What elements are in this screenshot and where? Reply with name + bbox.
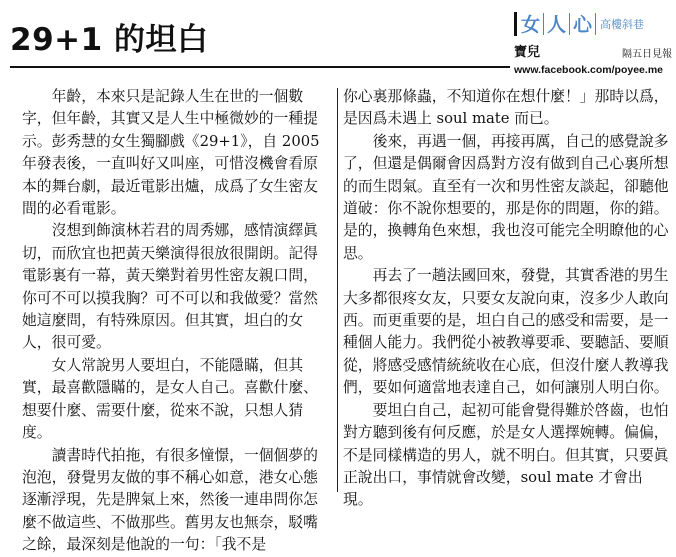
column-name-separator — [543, 13, 544, 35]
title-divider — [10, 66, 510, 68]
article-column-left — [22, 86, 332, 557]
column-name-char: 女 — [521, 14, 541, 36]
column-name-char: 人 — [547, 14, 567, 36]
article-paragraph: 女人常說男人要坦白，不能隱瞞，但其實，最喜歡隱瞞的，是女人自己。喜歡什麼、想要什麼、需要什麼，從來不說，只想人猜度。 — [22, 356, 318, 442]
publication-frequency: 隔五日見報 — [622, 49, 672, 60]
article-paragraph: 要坦白自己，起初可能會覺得難於啓齒，也怕對方聽到後有何反應，於是女人選擇婉轉。偏偏，不是同樣構造的男人，就不明白。但其實，只要眞正說出口，事情就會改變，soul mate 才會出現。 — [343, 401, 669, 509]
article-paragraph: 後來，再遇一個，再接再厲，自己的感覺說多了，但還是偶爾會因爲對方沒有做到自己心裏所想的而生悶氣。直至有一次和男性密友談起，卻聽他道破：你不說你想要的，那是你的問題，你的錯。是的，換轉角色來想，我也沒可能完全明瞭他的心思。 — [343, 132, 669, 262]
column-name — [514, 10, 672, 37]
author-name: 寶兒 — [514, 45, 541, 60]
column-name-separator — [595, 13, 596, 35]
article-paragraph: 沒想到飾演林若君的周秀娜，感情演繹眞切，而欣宜也把黃天樂演得很放很開朗。記得電影裏有一幕，黃天樂對着男性密友親口問，你可不可以摸我胸？可不可以和我做愛？當然她這麼問，有特殊原因。但其實，坦白的女人，很可愛。 — [22, 222, 318, 352]
facebook-link[interactable]: www.facebook.com/poyee.me — [514, 64, 663, 76]
article-column-right — [343, 86, 670, 512]
article-paragraph: 你心裏那條蟲，不知道你在想什麼！」那時以爲，是因爲未遇上 soul mate 而已。 — [343, 88, 669, 128]
column-masthead — [514, 10, 672, 76]
article-title: 29+1 的坦白 — [10, 22, 209, 58]
article-paragraph: 年齡，本來只是記錄人生在世的一個數字，但年齡，其實又是人生中極微妙的一種提示。彭秀慧的女生獨腳戲《29+1》，自 2005 年發表後，一直叫好又叫座，可惜沒機會看原本的舞台劇，最近電影出爐，成爲了女生密友間的必看電影。 — [22, 88, 320, 218]
masthead-bar — [514, 12, 517, 36]
column-name-char: 心 — [573, 14, 593, 36]
article-paragraph: 再去了一趟法國回來，發覺，其實香港的男生大多都很疼女友，只要女友說向東，沒多少人敢向西。而更重要的是，坦白自己的感受和需要，是一種個人能力。我們從小被教導要乖、要聽話、要順從，將感受感情統統收在心底，但沒什麼人教導我們，要如何適當地表達自己，如何讓別人明白你。 — [343, 267, 669, 397]
column-tagline: 高樓斜巷 — [600, 17, 645, 31]
article-paragraph: 讀書時代拍拖，有很多憧憬，一個個夢的泡泡，發覺男友做的事不稱心如意，港女心態逐漸浮現，先是脾氣上來，然後一連串問你怎麼不做這些、不做那些。舊男友也無奈，駁嘴之餘，最深刻是他說的一句：「我不是 — [22, 446, 318, 554]
column-name-separator — [569, 13, 570, 35]
byline-row — [514, 41, 672, 60]
column-divider — [337, 88, 338, 492]
